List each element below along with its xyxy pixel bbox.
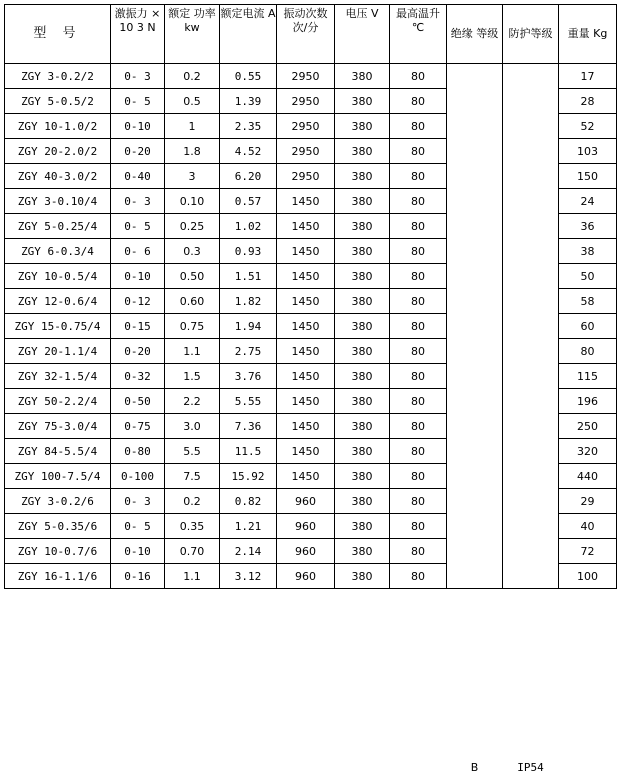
temp-rise-cell: 80 [390,539,447,564]
force-cell: 0- 3 [111,489,165,514]
force-cell: 0-80 [111,439,165,464]
model-cell: ZGY 10-0.5/4 [5,264,111,289]
temp-rise-cell: 80 [390,314,447,339]
power-cell: 0.2 [165,64,220,89]
voltage-cell: 380 [335,139,390,164]
weight-cell: 36 [559,214,617,239]
current-cell: 6.20 [220,164,277,189]
vibration-cell: 960 [277,489,335,514]
model-cell: ZGY 5-0.25/4 [5,214,111,239]
power-cell: 0.70 [165,539,220,564]
force-cell: 0- 6 [111,239,165,264]
power-cell: 1.5 [165,364,220,389]
voltage-cell: 380 [335,89,390,114]
spec-table [4,4,617,774]
model-cell: ZGY 10-0.7/6 [5,539,111,564]
power-cell: 0.50 [165,264,220,289]
vibration-cell: 1450 [277,239,335,264]
voltage-cell: 380 [335,464,390,489]
power-cell: 2.2 [165,389,220,414]
voltage-cell: 380 [335,489,390,514]
power-cell: 0.75 [165,314,220,339]
temp-rise-cell: 80 [390,389,447,414]
vibration-cell: 960 [277,564,335,589]
force-cell: 0-20 [111,139,165,164]
weight-cell: 440 [559,464,617,489]
header-force: 激振力 × 10 3 N [111,5,165,64]
temp-rise-cell: 80 [390,339,447,364]
current-cell: 2.35 [220,114,277,139]
temp-rise-cell: 80 [390,164,447,189]
vibration-cell: 1450 [277,464,335,489]
voltage-cell: 380 [335,214,390,239]
temp-rise-cell: 80 [390,439,447,464]
power-cell: 0.3 [165,239,220,264]
power-cell: 5.5 [165,439,220,464]
model-cell: ZGY 100-7.5/4 [5,464,111,489]
header-protection: 防护等级 [503,5,559,64]
force-cell: 0-100 [111,464,165,489]
force-cell: 0- 5 [111,514,165,539]
current-cell: 15.92 [220,464,277,489]
header-power: 额定 功率 kw [165,5,220,64]
model-cell: ZGY 3-0.10/4 [5,189,111,214]
temp-rise-cell: 80 [390,214,447,239]
force-cell: 0-12 [111,289,165,314]
temp-rise-cell: 80 [390,364,447,389]
temp-rise-cell: 80 [390,414,447,439]
force-cell: 0-40 [111,164,165,189]
vibration-cell: 2950 [277,164,335,189]
weight-cell: 150 [559,164,617,189]
model-cell: ZGY 10-1.0/2 [5,114,111,139]
power-cell: 0.60 [165,289,220,314]
force-cell: 0-10 [111,539,165,564]
power-cell: 0.35 [165,514,220,539]
model-cell: ZGY 3-0.2/2 [5,64,111,89]
current-cell: 0.55 [220,64,277,89]
current-cell: 1.82 [220,289,277,314]
weight-cell: 40 [559,514,617,539]
model-cell: ZGY 5-0.35/6 [5,514,111,539]
temp-rise-cell: 80 [390,64,447,89]
power-cell: 0.10 [165,189,220,214]
weight-cell: 29 [559,489,617,514]
power-cell: 3.0 [165,414,220,439]
voltage-cell: 380 [335,539,390,564]
model-cell: ZGY 50-2.2/4 [5,389,111,414]
voltage-cell: 380 [335,289,390,314]
power-cell: 3 [165,164,220,189]
weight-cell: 52 [559,114,617,139]
vibration-cell: 1450 [277,314,335,339]
force-cell: 0-10 [111,114,165,139]
vibration-cell: 960 [277,514,335,539]
force-cell: 0-32 [111,364,165,389]
table-body [5,64,617,774]
temp-rise-cell: 80 [390,114,447,139]
weight-cell: 250 [559,414,617,439]
current-cell: 7.36 [220,414,277,439]
model-cell: ZGY 84-5.5/4 [5,439,111,464]
force-cell: 0- 3 [111,189,165,214]
power-cell: 1.1 [165,339,220,364]
vibration-cell: 960 [277,539,335,564]
header-current: 额定电流 A [220,5,277,64]
voltage-cell: 380 [335,314,390,339]
header-weight: 重量 Kg [559,5,617,64]
current-cell: 1.51 [220,264,277,289]
header-voltage: 电压 V [335,5,390,64]
vibration-cell: 1450 [277,289,335,314]
weight-cell: 103 [559,139,617,164]
current-cell: 1.94 [220,314,277,339]
weight-cell: 320 [559,439,617,464]
vibration-cell: 1450 [277,189,335,214]
header-insulation: 绝缘 等级 [447,5,503,64]
current-cell: 1.39 [220,89,277,114]
model-cell: ZGY 16-1.1/6 [5,564,111,589]
model-cell: ZGY 20-1.1/4 [5,339,111,364]
current-cell: 2.14 [220,539,277,564]
current-cell: 0.93 [220,239,277,264]
vibration-cell: 2950 [277,64,335,89]
model-cell: ZGY 75-3.0/4 [5,414,111,439]
current-cell: 11.5 [220,439,277,464]
current-cell: 1.21 [220,514,277,539]
power-cell: 0.5 [165,89,220,114]
force-cell: 0- 5 [111,89,165,114]
header-temp: 最高温升 ℃ [390,5,447,64]
temp-rise-cell: 80 [390,264,447,289]
vibration-cell: 1450 [277,214,335,239]
voltage-cell: 380 [335,414,390,439]
power-cell: 7.5 [165,464,220,489]
table-row [5,64,617,89]
voltage-cell: 380 [335,364,390,389]
temp-rise-cell: 80 [390,489,447,514]
vibration-cell: 1450 [277,414,335,439]
voltage-cell: 380 [335,189,390,214]
current-cell: 3.76 [220,364,277,389]
weight-cell: 17 [559,64,617,89]
header-model: 型 号 [5,5,111,64]
current-cell: 4.52 [220,139,277,164]
vibration-cell: 2950 [277,139,335,164]
weight-cell: 38 [559,239,617,264]
model-cell: ZGY 40-3.0/2 [5,164,111,189]
weight-cell: 196 [559,389,617,414]
insulation-merged-cell [447,64,503,774]
temp-rise-cell: 80 [390,189,447,214]
model-cell: ZGY 5-0.5/2 [5,89,111,114]
vibration-cell: 1450 [277,264,335,289]
voltage-cell: 380 [335,564,390,589]
weight-cell: 24 [559,189,617,214]
protection-value: IP54 [517,760,544,774]
force-cell: 0-75 [111,414,165,439]
voltage-cell: 380 [335,239,390,264]
voltage-cell: 380 [335,114,390,139]
force-cell: 0-50 [111,389,165,414]
weight-cell: 28 [559,89,617,114]
model-cell: ZGY 15-0.75/4 [5,314,111,339]
voltage-cell: 380 [335,514,390,539]
weight-cell: 58 [559,289,617,314]
model-cell: ZGY 32-1.5/4 [5,364,111,389]
model-cell: ZGY 3-0.2/6 [5,489,111,514]
temp-rise-cell: 80 [390,514,447,539]
temp-rise-cell: 80 [390,139,447,164]
power-cell: 0.2 [165,489,220,514]
vibration-cell: 1450 [277,364,335,389]
force-cell: 0-10 [111,264,165,289]
power-cell: 1 [165,114,220,139]
vibration-cell: 2950 [277,89,335,114]
temp-rise-cell: 80 [390,239,447,264]
header-vibration: 振动次数 次/分 [277,5,335,64]
force-cell: 0- 5 [111,214,165,239]
protection-merged-cell [503,64,559,774]
voltage-cell: 380 [335,389,390,414]
weight-cell: 72 [559,539,617,564]
temp-rise-cell: 80 [390,464,447,489]
current-cell: 1.02 [220,214,277,239]
vibration-cell: 1450 [277,389,335,414]
vibration-cell: 1450 [277,339,335,364]
voltage-cell: 380 [335,64,390,89]
force-cell: 0-20 [111,339,165,364]
weight-cell: 50 [559,264,617,289]
vibration-cell: 2950 [277,114,335,139]
temp-rise-cell: 80 [390,89,447,114]
vibration-cell: 1450 [277,439,335,464]
force-cell: 0-15 [111,314,165,339]
weight-cell: 100 [559,564,617,589]
force-cell: 0- 3 [111,64,165,89]
temp-rise-cell: 80 [390,564,447,589]
voltage-cell: 380 [335,264,390,289]
weight-cell: 115 [559,364,617,389]
weight-cell: 80 [559,339,617,364]
header-row [5,5,617,64]
model-cell: ZGY 12-0.6/4 [5,289,111,314]
insulation-value: B [470,760,479,774]
current-cell: 0.82 [220,489,277,514]
voltage-cell: 380 [335,439,390,464]
model-cell: ZGY 6-0.3/4 [5,239,111,264]
power-cell: 1.1 [165,564,220,589]
temp-rise-cell: 80 [390,289,447,314]
current-cell: 5.55 [220,389,277,414]
voltage-cell: 380 [335,164,390,189]
current-cell: 0.57 [220,189,277,214]
current-cell: 2.75 [220,339,277,364]
power-cell: 1.8 [165,139,220,164]
power-cell: 0.25 [165,214,220,239]
model-cell: ZGY 20-2.0/2 [5,139,111,164]
current-cell: 3.12 [220,564,277,589]
force-cell: 0-16 [111,564,165,589]
voltage-cell: 380 [335,339,390,364]
weight-cell: 60 [559,314,617,339]
